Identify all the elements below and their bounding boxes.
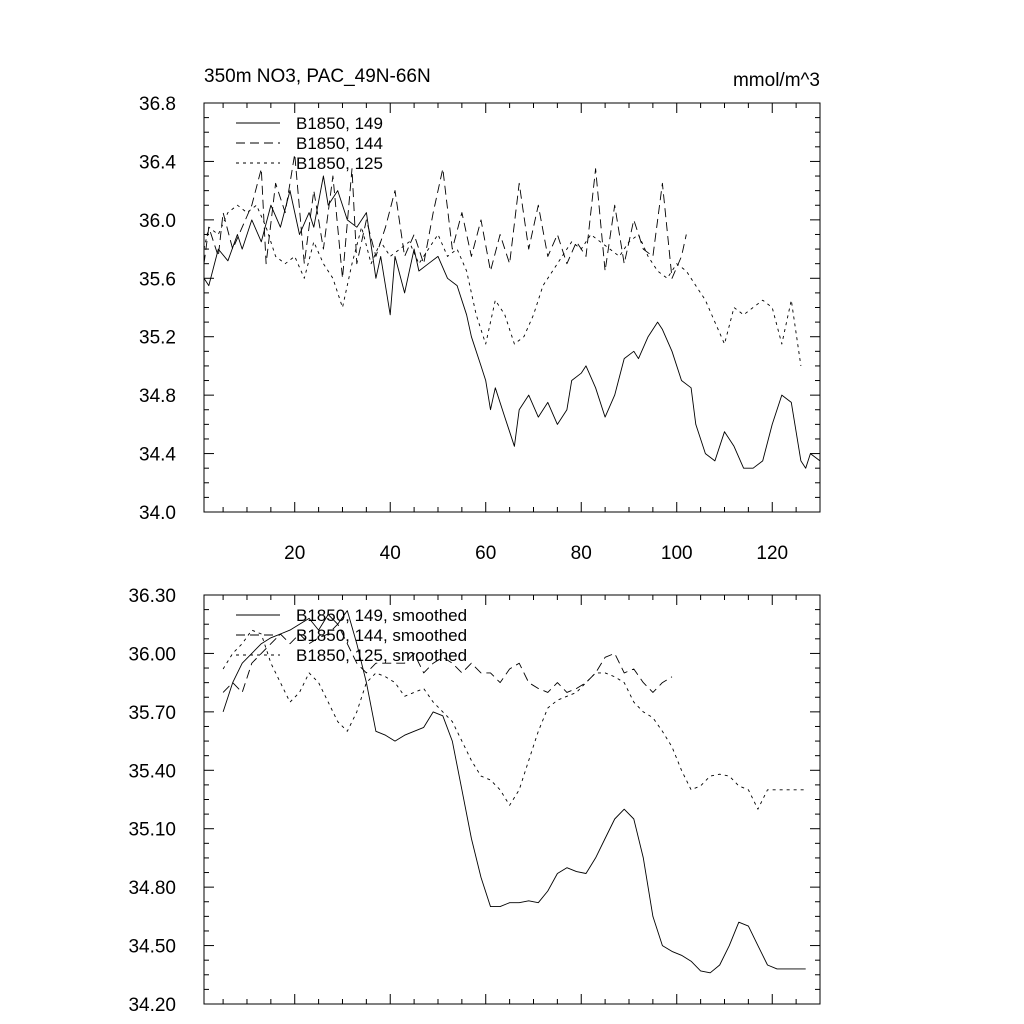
legend-label: B1850, 144, smoothed: [296, 626, 468, 645]
legend-label: B1850, 149, smoothed: [296, 606, 468, 625]
y-tick-label: 34.20: [128, 995, 176, 1016]
y-tick-label: 34.0: [139, 503, 176, 524]
y-tick-label: 35.6: [139, 269, 176, 291]
legend-label: B1850, 144: [296, 134, 383, 153]
y-tick-label: 36.30: [128, 586, 176, 607]
legend-label: B1850, 125, smoothed: [296, 646, 468, 665]
x-tick-label: 100: [660, 543, 693, 564]
top-chart-panel: [139, 66, 820, 564]
y-tick-label: 34.8: [139, 386, 176, 408]
y-tick-label: 34.80: [128, 878, 176, 900]
y-tick-label: 34.4: [139, 444, 176, 466]
y-tick-label: 35.70: [128, 702, 176, 724]
series-line-3: [204, 205, 801, 366]
x-tick-label: 60: [475, 543, 497, 564]
y-tick-label: 36.00: [128, 644, 176, 666]
chart-title: 350m NO3, PAC_49N-66N: [204, 66, 431, 87]
legend: [236, 114, 383, 173]
legend-label: B1850, 125: [296, 154, 383, 173]
x-tick-label: 20: [284, 543, 306, 564]
series-line-1: [204, 176, 820, 468]
y-tick-label: 35.10: [128, 819, 176, 841]
legend-label: B1850, 149: [296, 114, 383, 133]
axis-ticks: [128, 586, 820, 1016]
units-label: mmol/m^3: [732, 70, 820, 91]
bottom-chart-panel: [128, 586, 820, 1016]
plot-lines: [204, 154, 820, 468]
y-tick-label: 34.50: [128, 936, 176, 958]
x-tick-label: 80: [570, 543, 592, 564]
x-tick-label: 120: [756, 543, 789, 564]
x-tick-label: 40: [379, 543, 401, 564]
y-tick-label: 35.2: [139, 327, 176, 349]
series-line-2: [204, 154, 686, 278]
y-tick-label: 36.8: [139, 94, 176, 115]
y-tick-label: 36.4: [139, 152, 176, 174]
y-tick-label: 35.40: [128, 761, 176, 783]
y-tick-label: 36.0: [139, 210, 176, 232]
legend: [236, 606, 467, 665]
